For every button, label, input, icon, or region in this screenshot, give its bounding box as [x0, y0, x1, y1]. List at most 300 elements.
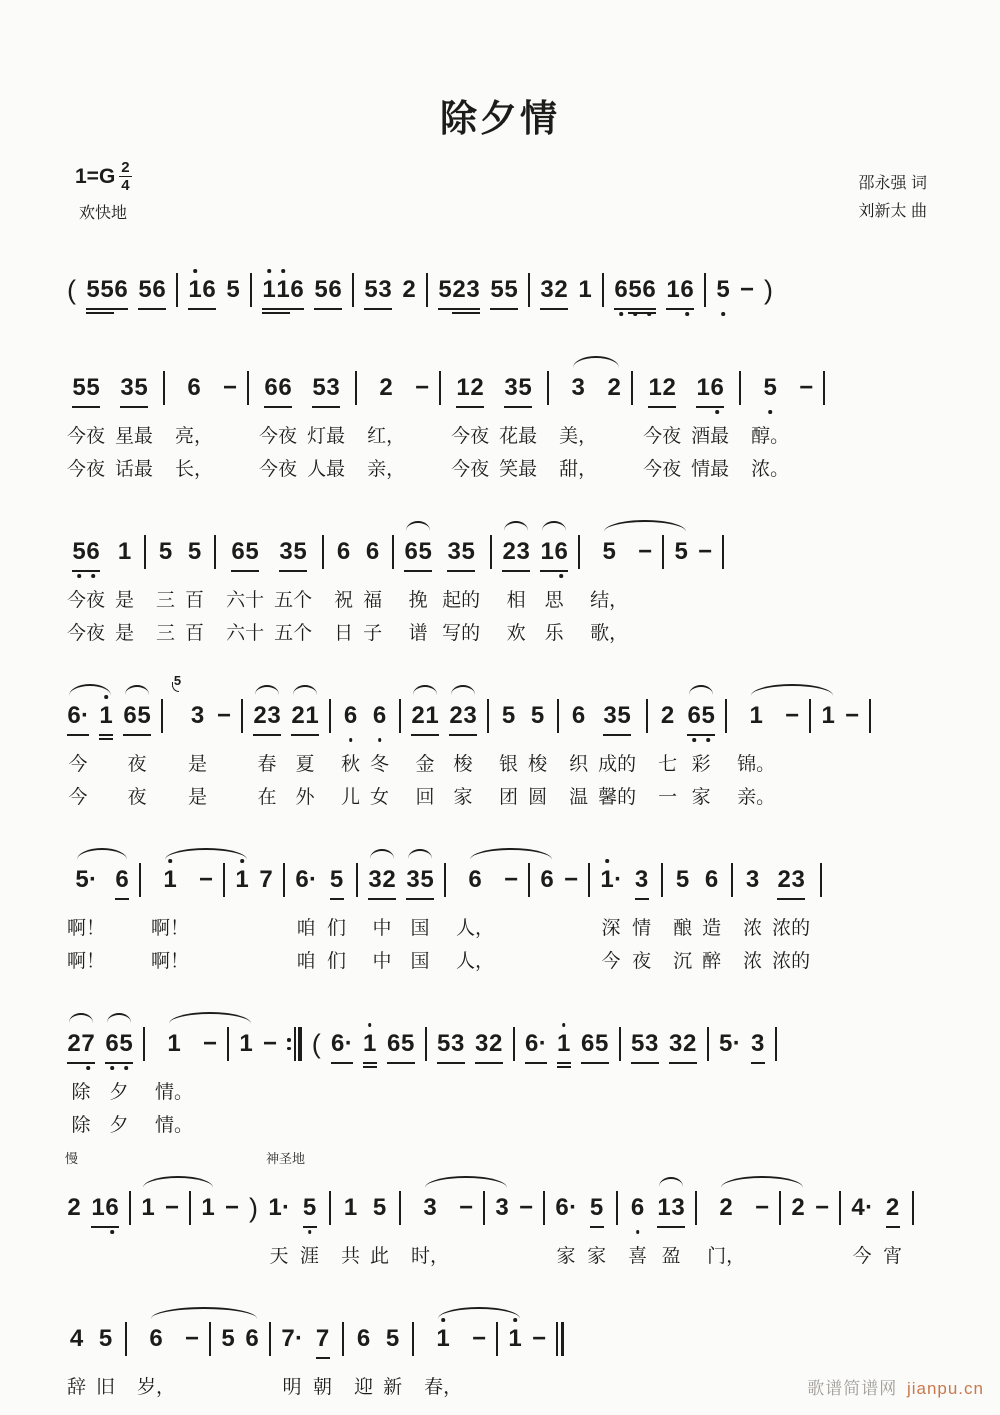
lyric-syllable: 浓。 [751, 459, 790, 480]
lyric-syllable [532, 1373, 546, 1406]
note-digit: − [845, 702, 860, 729]
beam-underline [590, 1226, 604, 1228]
note-digit: 1 [268, 1194, 282, 1221]
barline [661, 842, 663, 980]
note-token [740, 252, 754, 324]
lyric-syllable [139, 947, 141, 980]
octave-dot-above [562, 1023, 566, 1027]
lyric-syllable: 沉 [673, 951, 693, 972]
note-digit: 2 [719, 1194, 733, 1221]
lyric-syllable [225, 1242, 239, 1275]
note-digit: 3 [463, 702, 477, 729]
music-line [67, 252, 933, 324]
note-token [607, 350, 621, 488]
lyric-syllable [674, 619, 688, 652]
lyric-syllable [662, 586, 664, 619]
note-box [188, 536, 202, 568]
lyric-syllable: 今夜 [451, 426, 490, 447]
note-box [490, 274, 518, 306]
note-digit: 4 [69, 1325, 84, 1352]
note-box [540, 536, 568, 568]
note-digit: 5 [401, 1030, 415, 1057]
lyric-syllable: 酒最 [691, 426, 730, 447]
note-digit: 1 [821, 702, 835, 729]
note-digit: 2 [791, 1194, 805, 1221]
beam-underline [687, 734, 715, 736]
note-token [643, 350, 681, 488]
lyric-syllable [173, 714, 178, 747]
note-digit: 2 [411, 702, 425, 729]
note-box [490, 536, 492, 568]
note-digit: 2 [382, 866, 396, 893]
lyric-syllable [163, 455, 165, 488]
bar [298, 1027, 302, 1061]
lyric-syllable [239, 1078, 253, 1111]
lyric-syllable: 共 [341, 1246, 361, 1267]
note-token [185, 514, 204, 652]
note-digit: 5 [530, 702, 545, 729]
beam-underline [120, 406, 148, 408]
barline [578, 514, 580, 652]
note-digit: 5 [602, 538, 616, 565]
note-token [540, 842, 554, 980]
note-box [314, 274, 342, 306]
note-token [67, 842, 105, 980]
note-token [123, 678, 151, 816]
lyric-syllable [227, 1111, 229, 1144]
note-digit: 6 [336, 538, 351, 565]
beam-underline [105, 1062, 133, 1064]
lyric-syllable [241, 750, 243, 783]
note-digit: 1 [167, 1030, 181, 1057]
note-token [67, 514, 105, 652]
note-token [490, 252, 518, 324]
note-digit: 5 [490, 276, 504, 303]
note-box [283, 864, 285, 896]
note-token [719, 1006, 741, 1144]
lyric-syllable [329, 750, 331, 783]
note-digit: 6 [149, 1325, 163, 1352]
bar [139, 863, 141, 897]
bar [912, 1191, 914, 1225]
note-digit: 3 [475, 1030, 489, 1057]
octave-dot-below [86, 1066, 90, 1070]
lyric-syllable: 们 [327, 951, 347, 972]
bar [809, 699, 811, 733]
note-box [588, 864, 590, 896]
note-box [199, 864, 213, 896]
note-token [226, 252, 240, 324]
note-digit: · [865, 1194, 874, 1221]
note-token [883, 1170, 902, 1275]
barline [543, 1170, 545, 1275]
beam-underline [669, 1062, 697, 1064]
note-digit: 1 [91, 1194, 105, 1221]
lyric-syllable [543, 1242, 545, 1275]
note-box [149, 1323, 163, 1355]
lyric-syllable: 子 [363, 623, 383, 644]
note-token [266, 1151, 306, 1275]
lyric-syllable [646, 750, 648, 783]
lyric-syllable [638, 619, 652, 652]
note-box [886, 1192, 900, 1224]
note-digit: − [225, 1194, 240, 1221]
lyric-syllable [547, 455, 549, 488]
note-digit: 2 [885, 1194, 900, 1221]
note-box [532, 1323, 546, 1355]
note-token [327, 842, 346, 980]
lyric-syllable: 梭 [528, 754, 548, 775]
note-digit: 6 [290, 276, 304, 303]
note-box [118, 536, 132, 568]
note-digit: 1 [540, 538, 554, 565]
lyric-syllable [223, 422, 237, 455]
note-digit: 5 [628, 278, 642, 302]
watermark [807, 1374, 984, 1399]
note-token [406, 842, 434, 980]
lyric-syllable [91, 1242, 119, 1275]
note-token [291, 678, 319, 816]
note-box [590, 1192, 604, 1224]
lyric-syllable [809, 783, 811, 816]
lyric-syllable [519, 1242, 533, 1275]
note-digit: 1 [578, 276, 592, 303]
bar [223, 863, 225, 897]
note-digit: 3 [267, 702, 281, 729]
lyric-syllable [631, 455, 633, 488]
note-digit: 6 [187, 374, 201, 401]
note-token [370, 1170, 389, 1275]
paren-glyph: ) [249, 1192, 258, 1223]
note-digit: 1 [117, 538, 132, 565]
note-box [188, 274, 216, 306]
lyric-syllable [557, 783, 559, 816]
lyric-syllable: 三 [156, 590, 176, 611]
note-digit: 6 [105, 1196, 119, 1220]
note-box [165, 1192, 179, 1224]
lyric-syllable [412, 1373, 414, 1406]
note-token [313, 1301, 332, 1406]
note-box [363, 1028, 377, 1060]
lyric-syllable: 今夜 [259, 459, 298, 480]
key-tempo-block [75, 160, 132, 223]
note-box [495, 1192, 509, 1224]
barline [269, 1301, 271, 1406]
lyric-syllable: 天 [269, 1246, 289, 1267]
lyric-syllable [259, 947, 273, 980]
note-box [356, 864, 358, 896]
note-digit: 5 [595, 1030, 609, 1057]
lyric-syllable [528, 947, 530, 980]
barline [356, 842, 358, 980]
note-box [719, 1028, 741, 1060]
beam-underline [138, 308, 166, 310]
note-token [151, 842, 189, 980]
lyric-syllable: 盈 [661, 1246, 681, 1267]
barline [352, 252, 354, 324]
lyric-syllable: 浓 [743, 951, 763, 972]
note-box [705, 864, 719, 896]
note-box [447, 536, 475, 568]
note-digit: 5 [226, 276, 240, 303]
bar [329, 1191, 331, 1225]
note-box [540, 864, 554, 896]
note-token [203, 1006, 217, 1144]
lyric-syllable [439, 422, 441, 455]
note-box [687, 700, 715, 732]
note-box [386, 1323, 400, 1355]
beam-underline [404, 570, 432, 572]
lyric-syllable [392, 619, 394, 652]
note-token [259, 350, 297, 488]
note-box [809, 700, 811, 732]
note-box [635, 864, 649, 896]
note-box [225, 1192, 239, 1224]
lyric-syllable [504, 914, 518, 947]
octave-dot-above [193, 269, 197, 273]
note-box [138, 274, 166, 306]
note-digit: 3 [745, 866, 760, 893]
note-token [274, 514, 312, 652]
note-box [387, 1028, 415, 1060]
lyric-syllable [619, 1111, 621, 1144]
beam-underline [99, 738, 113, 740]
note-token [691, 350, 729, 488]
note-digit: 6 [278, 374, 292, 401]
note-box [412, 1323, 414, 1355]
note-digit: 2 [379, 374, 393, 401]
note-box [815, 1192, 829, 1224]
lyric-syllable [329, 783, 331, 816]
note-digit: 5 [173, 672, 182, 688]
bar [129, 1191, 131, 1225]
lyric-syllable [223, 455, 237, 488]
octave-dot-below [77, 574, 81, 578]
note-digit: 3 [451, 1030, 465, 1057]
note-token [370, 678, 389, 816]
note-digit: 2 [449, 702, 463, 729]
lyric-syllable: 此 [370, 1246, 390, 1267]
note-box [764, 274, 773, 306]
bar [444, 863, 446, 897]
lyric-syllable [495, 1242, 509, 1275]
barline [823, 350, 825, 488]
note-box [912, 1192, 914, 1224]
lyric-syllable: 醇。 [751, 426, 790, 447]
note-token [115, 842, 129, 980]
lyric-syllable [161, 750, 163, 783]
note-box [344, 700, 358, 732]
beam-underline [253, 734, 281, 736]
lyric-syllable: 夜 [127, 754, 147, 775]
barline [163, 350, 165, 488]
note-box [483, 1192, 485, 1224]
beam-underline [406, 898, 434, 900]
note-digit: 3 [447, 538, 461, 565]
note-digit: 1 [508, 1327, 522, 1351]
barline [392, 514, 394, 652]
note-box [399, 700, 401, 732]
note-box [123, 700, 151, 732]
lyric-syllable [287, 1111, 302, 1144]
octave-dot-below [715, 410, 719, 414]
lyric-syllable [799, 455, 813, 488]
note-digit: 5 [364, 276, 378, 303]
note-digit: 6 [540, 866, 554, 893]
note-token [600, 842, 622, 980]
lyric-syllable [437, 1111, 465, 1144]
lyric-syllable [115, 947, 129, 980]
note-token [334, 514, 353, 652]
lyric-syllable: 思 [544, 590, 564, 611]
note-token [404, 514, 432, 652]
note-box [502, 700, 516, 732]
note-token [188, 252, 216, 324]
note-digit: 7 [281, 1325, 295, 1352]
bar [161, 699, 163, 733]
lyric-syllable [425, 1111, 427, 1144]
beam-underline [581, 1062, 609, 1064]
lyric-syllable [823, 455, 825, 488]
note-box [402, 274, 416, 306]
note-digit: 1 [188, 278, 202, 302]
lyric-syllable: 国 [410, 951, 430, 972]
lyric-syllable [322, 619, 324, 652]
lyric-syllable: 今夜 [67, 590, 106, 611]
lyric-syllable: 是 [188, 787, 208, 808]
note-token [91, 1170, 119, 1275]
lyric-syllable [312, 1111, 321, 1144]
lyric-syllable: 在 [257, 787, 277, 808]
lyric-syllable [235, 914, 249, 947]
beam-underline [303, 1226, 317, 1228]
barline [490, 514, 492, 652]
note-box [250, 274, 252, 306]
time-signature [119, 160, 131, 194]
note-box [209, 1323, 211, 1355]
note-digit: 1 [163, 868, 177, 892]
note-token [504, 842, 518, 980]
note-digit: − [532, 1325, 547, 1352]
note-box [600, 864, 622, 896]
note-digit: 5 [504, 276, 518, 303]
note-digit: 5 [631, 1030, 645, 1057]
lyric-syllable: 甜， [559, 459, 598, 480]
lyric-syllable [199, 947, 213, 980]
note-digit: · [614, 866, 623, 893]
note-digit: · [89, 866, 97, 893]
note-digit: 1 [648, 374, 662, 401]
note-digit: 5 [314, 276, 328, 303]
note-box [631, 1192, 645, 1224]
lyric-syllable [869, 783, 871, 816]
note-digit: 2 [452, 276, 466, 303]
note-digit: 6 [115, 866, 129, 893]
lyric-syllable: 门， [707, 1246, 746, 1267]
lyric-syllable [731, 947, 733, 980]
lyric-syllable: 相 [506, 590, 526, 611]
lyric-syllable: 锦。 [737, 754, 776, 775]
note-box [502, 536, 530, 568]
note-box [648, 372, 676, 404]
note-box [366, 536, 380, 568]
note-digit: 6 [328, 276, 342, 303]
beam-underline [331, 1062, 353, 1064]
lyric-syllable [363, 1111, 377, 1144]
note-digit: 3 [571, 374, 585, 401]
note-box [513, 1028, 515, 1060]
lyric-syllable [799, 422, 813, 455]
lyric-syllable [820, 914, 822, 947]
note-digit: − [217, 702, 232, 729]
lyric-syllable [564, 914, 578, 947]
bar [775, 1027, 777, 1061]
lyric-syllable [722, 586, 724, 619]
lyric-syllable: 五个 [274, 590, 313, 611]
note-box [373, 700, 387, 732]
barline [227, 1006, 229, 1144]
octave-dot-above [281, 269, 285, 273]
bar [209, 1322, 211, 1356]
beam-underline [886, 1226, 900, 1228]
lyric-syllable [725, 783, 727, 816]
barline [342, 1301, 344, 1406]
bar [869, 699, 871, 733]
token-row [67, 842, 933, 980]
lyric-syllable: 人， [456, 951, 495, 972]
lyric-syllable [241, 783, 243, 816]
barline [283, 842, 285, 980]
note-digit: 1 [657, 1194, 671, 1221]
note-box [676, 864, 690, 896]
note-token [528, 678, 547, 816]
note-box [303, 1192, 317, 1224]
note-box [291, 700, 319, 732]
note-digit: 7 [315, 1325, 330, 1352]
note-box [249, 1192, 258, 1224]
note-box [581, 1028, 609, 1060]
beam-underline [449, 734, 477, 736]
bar [820, 863, 822, 897]
lyric-syllable: 写的 [442, 623, 481, 644]
lyric-syllable: 今夜 [451, 459, 490, 480]
note-box [423, 1192, 437, 1224]
note-box [163, 372, 165, 404]
note-digit: 1 [557, 1032, 571, 1056]
beam-underline [330, 898, 344, 900]
note-box [459, 1192, 473, 1224]
bar [426, 273, 428, 307]
lyric-syllable [415, 455, 429, 488]
note-digit: 5 [589, 1194, 604, 1221]
bar [661, 863, 663, 897]
note-token [295, 842, 317, 980]
bar [779, 1191, 781, 1225]
note-digit: 6 [555, 1194, 569, 1221]
beam-underline [231, 570, 259, 572]
lyric-syllable [508, 1373, 522, 1406]
note-token [105, 1006, 133, 1144]
note-digit: 1 [425, 702, 439, 729]
note-digit: 1 [749, 702, 763, 729]
note-box [263, 1028, 277, 1060]
lyric-syllable [143, 1078, 145, 1111]
note-digit: 1 [305, 702, 319, 729]
note-box [329, 1192, 331, 1224]
music-line [67, 672, 933, 816]
note-box [749, 700, 763, 732]
barline [707, 1006, 709, 1144]
